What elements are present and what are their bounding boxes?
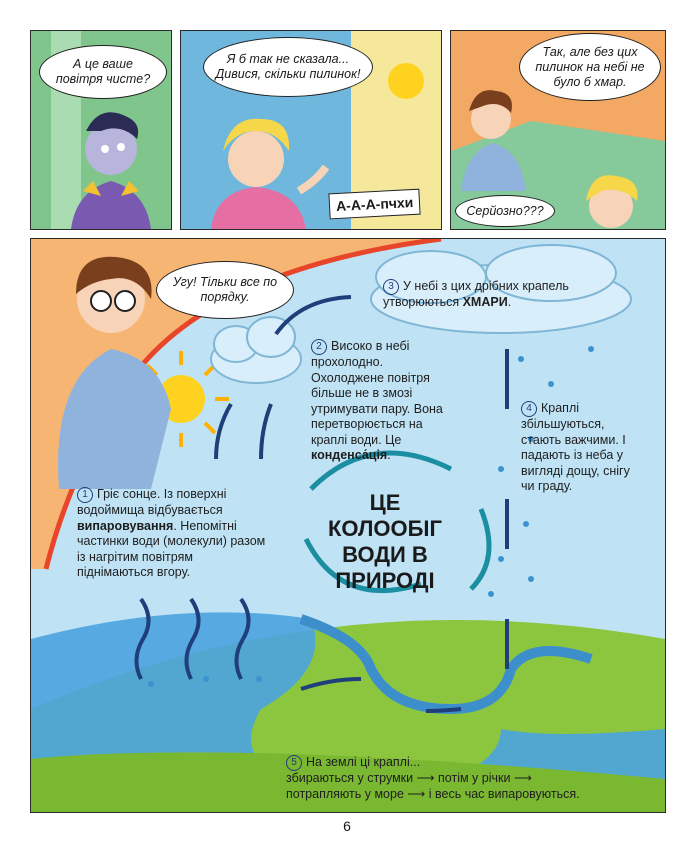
page-number: 6 [343,818,351,834]
step-number: 5 [286,755,302,771]
flow-arrow-icon: ⟶ [513,771,532,785]
speech-bubble: Я б так не сказала... Дивися, скільки пилинок! [203,37,373,97]
cloud-small-icon [211,317,301,383]
speech-bubble: Серйозно??? [455,195,555,227]
comic-panel-3 [450,30,666,230]
step-1-text: 1 Гріє сонце. Із поверхні водоймища відбувається випаровування. Непомітні частинки води (молекули) разом із нагрітим повітрям піднімаються вгору. [77,487,266,579]
flow-arrow-icon: ⟶ [407,786,426,801]
sneeze-text: А-А-А-пчхи [328,189,421,220]
speech-bubble: А це ваше повітря чисте? [39,45,167,99]
step-number: 3 [383,279,399,295]
step-number: 2 [311,339,327,355]
flow-arrow-icon: ⟶ [416,771,435,785]
step-3-text: 3 У небі з цих дрібних крапель утворюються ХМАРИ. [383,279,569,309]
step-5-text: 5 На землі ці краплі... збираються у струмки ⟶ потім у річки ⟶ потрапляють у море ⟶ і весь час випаровуються. [286,755,580,801]
comic-panel-1 [30,30,172,230]
step-number: 1 [77,487,93,503]
step-number: 4 [521,401,537,417]
step-4-text: 4 Краплі збільшуються, стають важчими. І падають із неба у вигляді дощу, снігу чи граду. [521,401,630,493]
diagram-title: ЦЕ КОЛООБІГ ВОДИ В ПРИРОДІ [327,490,443,593]
boy-speech-bubble: Угу! Тільки все по порядку. [156,261,294,319]
speech-bubble: Так, але без цих пилинок на небі не було б хмар. [519,33,661,101]
comic-panel-2 [180,30,442,230]
step-2-text: 2 Високо в небі прохолодно. Охолоджене повітря більше не в змозі утримувати пару. Вона перетворюється на краплі води. Це конденса́ція. [311,339,443,462]
